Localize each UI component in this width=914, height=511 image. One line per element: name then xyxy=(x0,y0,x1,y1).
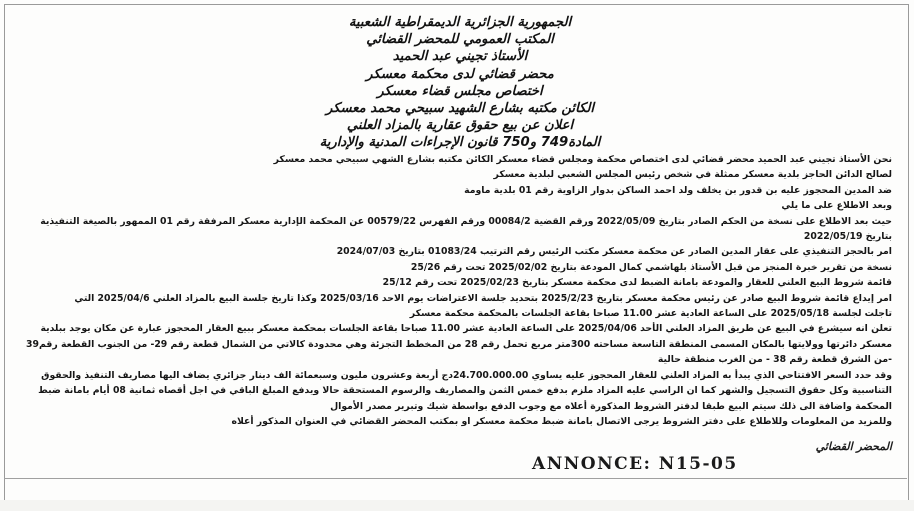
header-line: الكائن مكتبه بشارع الشهيد سبيحي محمد معسكر xyxy=(325,101,595,117)
legal-reference: المادة749 و750 قانون الإجراءات المدنية والإدارية xyxy=(319,135,601,151)
body-line: امر بالحجز التنفيذي على عقار المدين الصادر عن محكمة معسكر مكتب الرئيس رقم الترتيب 01083/24 بتاريخ 2024/07/03 xyxy=(336,246,892,258)
body-line: امر إيداع قائمة شروط البيع صادر عن رئيس محكمة معسكر بتاريخ 2025/2/23 بتحديد جلسة الاعتراضات يوم الاحد 2025/03/16 وكذا تاريخ جلسة البيع بالمزاد العلني 2025/04/6 التي xyxy=(74,292,892,304)
body-line: حيث بعد الاطلاع على نسخة من الحكم الصادر بتاريخ 2022/05/09 ورقم القضية 00084/2 ورقم الفهرس 00579/22 عن المحكمة الإدارية معسكر المرفقة رقم 01 الممهور بالصيغة التنفيذية xyxy=(40,215,892,227)
notice-title: اعلان عن بيع حقوق عقارية بالمزاد العلني xyxy=(346,118,574,134)
body-line: وقد حدد السعر الافتتاحي الذي يبدأ به المزاد العلني للعقار المحجوز عليه يساوي 24.700.000.00دج أربعة وعشرون مليون وسبعمائة الف دينار جزائري يضاف اليها مصاريف التنفيذ والحقوق xyxy=(41,369,892,381)
header-line: الجمهورية الجزائرية الديمقراطية الشعبية xyxy=(348,15,572,30)
page-edge xyxy=(0,500,914,511)
annonce-number: ANNONCE: N15-05 xyxy=(532,454,738,474)
body-line: وبعد الاطلاع على ما يلي xyxy=(781,200,892,212)
body-line: لصالح الدائن الحاجز بلدية معسكر ممثلة في شخص رئيس المجلس الشعبي لبلدية معسكر xyxy=(493,169,892,181)
header-line: الأستاذ تجيني عبد الحميد xyxy=(392,49,528,65)
bottom-divider xyxy=(4,478,907,479)
body-line: قائمة شروط البيع العلني للعقار والمودعة بامانة الضبط لدى محكمة معسكر بتاريخ 2025/02/23 تحت رقم 25/12 xyxy=(382,277,892,289)
header-line: محضر قضائي لدى محكمة معسكر xyxy=(366,66,554,82)
header-line: المكتب العمومي للمحضر القضائي xyxy=(366,32,554,48)
body-line: وللمزيد من المعلومات وللاطلاع على دفتر الشروط يرجى الاتصال بامانة ضبط محكمة معسكر او بمكتب المحضر القضائي في العنوان المذكور أعلاه xyxy=(231,415,892,427)
body-line: معسكر دائرتها وولايتها بالمكان المسمى المنطقة التاسعة مساحته 300متر مربع تحمل رقم 28 من المخطط التجزئة وهي محدودة كالاتي من الشمال قطعة رقم 29- من الجنوب القطعة رقم39 xyxy=(26,338,892,350)
body-line: التناسبية وكل حقوق التسجيل والشهر كما ان الراسي عليه المزاد ملزم بدفع خمس الثمن والمصاريف والرسوم المستحقة حالا ويدفع المبلغ الباقي في اجل أقصاه ثمانية 08 أيام بامانة ضبط xyxy=(38,385,892,397)
notice-header xyxy=(120,14,800,152)
body-line: ضد المدين المحجوز عليه بن قدور بن يخلف ولد احمد الساكن بدوار الزاوية رقم 01 بلدية ماومة xyxy=(464,184,892,196)
body-line: نحن الأستاذ تجيني عبد الحميد محضر قضائي لدى اختصاص محكمة ومجلس قضاء معسكر الكائن مكتبه بشارع الشهي سبيحي محمد معسكر xyxy=(273,154,892,165)
body-line: نسخة من تقرير خبرة المنجز من قبل الأستاذ بلهاشمي كمال المودعة بتاريخ 2025/02/02 تحت رقم 25/26 xyxy=(410,261,892,273)
signature-label: المحضر القضائي xyxy=(815,440,892,453)
body-line: -من الشرق قطعة رقم 38 - من الغرب منطقة حالية xyxy=(657,354,892,366)
body-line: بتاريخ 2022/05/19 xyxy=(803,231,892,243)
body-line: تاجلت لجلسة 2025/05/18 على الساعة العادية عشر 11.00 صباحا بقاعة الجلسات بالمحكمة محكمة معسكر xyxy=(409,308,892,320)
header-line: اختصاص مجلس قضاء معسكر xyxy=(377,83,543,99)
body-line: المحكمة واضافة الى ذلك سيتم البيع طبقا لدفتر الشروط المذكورة أعلاه مع وجوب الدفع بواسطة شيك وتبرير مصدر الأموال xyxy=(330,400,892,412)
body-line: تعلن انه سيشرع في البيع عن طريق المزاد العلني الأحد 2025/04/06 على الساعة العادية عشر 11.00 صباحا بقاعة الجلسات بمحكمة معسكر ببيع العقار المحجوز عبارة عن مكان يوجد ببلدية xyxy=(40,323,892,335)
notice-body xyxy=(22,152,892,429)
